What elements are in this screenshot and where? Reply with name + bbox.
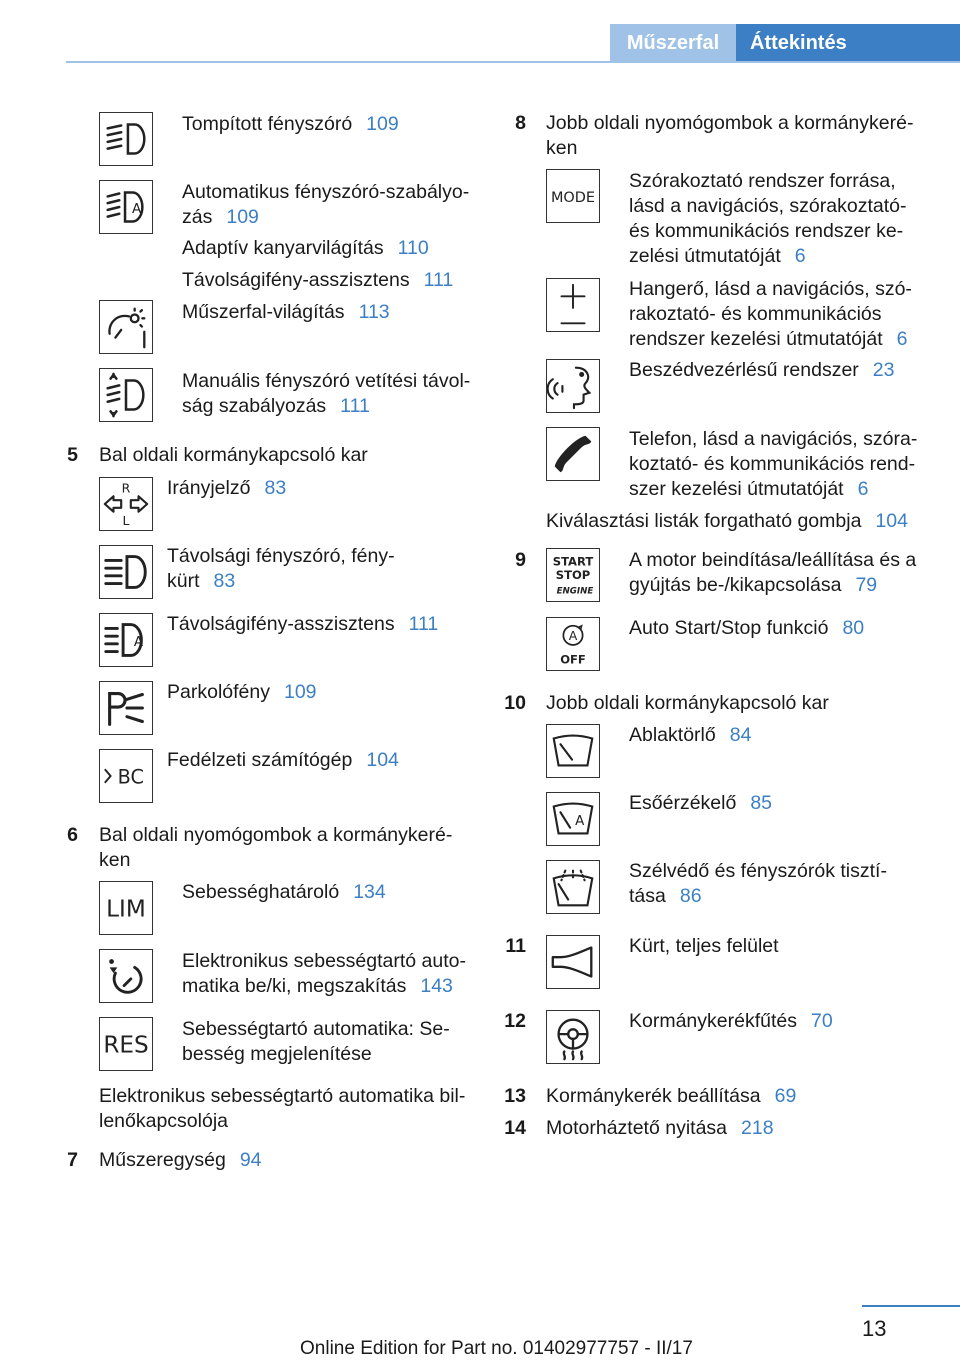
edition-note: Online Edition for Part no. 01402977757 - II/17 <box>300 1338 693 1359</box>
icon-text-res: RES <box>103 1032 149 1059</box>
board-computer-icon <box>99 749 153 803</box>
instrument-cluster-label: Műszeregység 94 <box>99 1149 262 1171</box>
auto-start-stop-label: Auto Start/Stop funkció 80 <box>629 617 865 639</box>
parking-light-icon <box>99 681 153 735</box>
horn-icon <box>546 935 600 989</box>
thumbwheel-label: Kiválasztási listák forgatható gombja 104 <box>546 510 908 532</box>
mode-button-icon <box>546 169 600 223</box>
page-ref[interactable]: 83 <box>213 570 236 592</box>
voice-control-icon <box>546 359 600 413</box>
page-ref[interactable]: 218 <box>741 1117 774 1139</box>
hood-release-label: Motorháztető nyitása 218 <box>546 1117 774 1139</box>
item-number-12: 12 <box>504 1010 526 1032</box>
board-computer-label: Fedélzeti számítógép 104 <box>167 749 399 771</box>
item-number-8: 8 <box>515 112 526 134</box>
voice-control-label: Beszédvezérlésű rendszer 23 <box>629 359 895 381</box>
item-number-7: 7 <box>67 1149 78 1171</box>
page-ref[interactable]: 69 <box>774 1085 797 1107</box>
headlight-range-label: Manuális fényszóró vetítési távol- ság szabályozás 111 <box>182 370 471 417</box>
icon-letter-a: A <box>575 812 585 829</box>
icon-letter-a: A <box>131 200 142 217</box>
icon-letter-a: A <box>133 633 144 650</box>
auto-headlight-icon <box>99 180 153 234</box>
steering-wheel-heating-icon <box>546 1010 600 1064</box>
icon-letter-a: A <box>568 628 578 644</box>
icon-letter-l: L <box>122 513 130 529</box>
icon-text-lim: LIM <box>106 896 146 923</box>
icon-text-mode: MODE <box>550 189 596 206</box>
washer-icon <box>546 860 600 914</box>
steering-wheel-heating-label: Kormánykerékfűtés 70 <box>629 1010 833 1032</box>
page-ref[interactable]: 104 <box>875 510 908 532</box>
page-ref[interactable]: 143 <box>420 975 453 997</box>
page-ref[interactable]: 6 <box>794 245 806 267</box>
cruise-control-icon <box>99 949 153 1003</box>
header-rule <box>66 61 960 63</box>
auto-start-stop-icon <box>546 617 600 671</box>
resume-speed-label: Sebességtartó automatika: Se- besség megjelenítése <box>182 1018 450 1065</box>
high-beam-assistant-label: Távolságifény-asszisztens 111 <box>182 269 454 291</box>
item-number-11: 11 <box>505 935 526 957</box>
high-beam-assistant-label-2: Távolságifény-asszisztens 111 <box>167 613 439 635</box>
icon-text-engine: ENGINE <box>556 586 594 597</box>
header-chapter-tab[interactable]: Áttekintés <box>736 24 960 62</box>
page-ref[interactable]: 70 <box>811 1010 833 1032</box>
horn-label: Kürt, teljes felület <box>629 935 779 957</box>
footer-rule <box>862 1305 960 1307</box>
instrument-lighting-label: Műszerfal-világítás 113 <box>182 301 390 323</box>
high-beam-assistant-icon <box>99 613 153 667</box>
high-beam-label: Távolsági fényszóró, fény- kürt 83 <box>167 545 395 592</box>
cruise-control-label: Elektronikus sebességtartó auto- matika be/ki, megszakítás 143 <box>182 950 466 997</box>
item-number-14: 14 <box>504 1117 526 1139</box>
wiper-label: Ablaktörlő 84 <box>629 724 752 746</box>
turn-signal-icon <box>99 477 153 531</box>
icon-text-bc: BC <box>117 765 144 789</box>
section-5-title: Bal oldali kormánykapcsoló kar <box>99 444 368 466</box>
page-ref[interactable]: 83 <box>264 477 287 499</box>
steering-wheel-adjust-label: Kormánykerék beállítása 69 <box>546 1085 797 1107</box>
icon-letter-r: R <box>121 480 131 496</box>
parking-light-label: Parkolófény 109 <box>167 681 317 703</box>
item-number-13: 13 <box>504 1085 526 1107</box>
page-ref[interactable]: 79 <box>855 574 878 596</box>
page-ref[interactable]: 110 <box>397 237 429 259</box>
icon-text-off: OFF <box>560 652 586 667</box>
resume-speed-icon <box>99 1017 153 1071</box>
speed-limiter-label: Sebességhatároló 134 <box>182 881 386 903</box>
item-number-9: 9 <box>515 549 526 571</box>
wiper-icon <box>546 724 600 778</box>
page-number: 13 <box>862 1316 887 1341</box>
telephone-icon <box>546 427 600 481</box>
page-ref[interactable]: 111 <box>423 269 454 291</box>
page-ref[interactable]: 85 <box>750 792 773 814</box>
page-ref[interactable]: 94 <box>239 1149 262 1171</box>
speed-limiter-icon <box>99 881 153 935</box>
icon-text-start: START <box>552 554 594 569</box>
page-ref[interactable]: 111 <box>408 613 439 635</box>
low-beam-label: Tompított fényszóró 109 <box>182 113 399 135</box>
low-beam-icon <box>99 112 153 166</box>
rain-sensor-label: Esőérzékelő 85 <box>629 792 773 814</box>
cruise-rocker-note: Elektronikus sebességtartó automatika bil- lenőkapcsolója <box>99 1085 466 1132</box>
header-section-tab[interactable]: Műszerfal <box>610 24 736 62</box>
page-ref[interactable]: 109 <box>366 113 399 135</box>
section-8-title: Jobb oldali nyomógombok a kormánykeré- ken <box>546 112 914 159</box>
telephone-label: Telefon, lásd a navigációs, szóra- koztató- és kommunikációs rend- szer kezelési útmutatóját 6 <box>629 428 918 500</box>
rain-sensor-icon <box>546 792 600 846</box>
page-ref[interactable]: 86 <box>679 885 702 907</box>
page-ref[interactable]: 6 <box>896 328 908 350</box>
instrument-lighting-icon <box>99 300 153 354</box>
volume-label: Hangerő, lásd a navigációs, szó- rakoztató- és kommunikációs rendszer kezelési útmutatóját 6 <box>629 278 912 350</box>
page-ref[interactable]: 113 <box>358 301 390 323</box>
section-10-title: Jobb oldali kormánykapcsoló kar <box>546 692 829 714</box>
washer-label: Szélvédő és fényszórók tisztí- tása 86 <box>629 860 887 907</box>
item-number-10: 10 <box>504 692 526 714</box>
item-number-5: 5 <box>67 444 78 466</box>
volume-icon <box>546 278 600 332</box>
high-beam-icon <box>99 545 153 599</box>
start-stop-label: A motor beindítása/leállítása és a gyújtás be-/kikapcsolása 79 <box>629 549 917 596</box>
page-ref[interactable]: 104 <box>366 749 399 771</box>
item-number-6: 6 <box>67 824 78 846</box>
page-ref[interactable]: 109 <box>226 206 259 228</box>
icon-text-stop: STOP <box>555 567 591 582</box>
entertainment-source-label: Szórakoztató rendszer forrása, lásd a navigációs, szórakoztató- és kommunikációs rendszer ke- zelési útmutatóját 6 <box>629 170 907 267</box>
adaptive-curve-light-label: Adaptív kanyarvilágítás 110 <box>182 237 429 259</box>
page-ref[interactable]: 134 <box>353 881 386 903</box>
page-ref[interactable]: 23 <box>872 359 895 381</box>
auto-headlight-label: Automatikus fényszóró-szabályo- zás 109 <box>182 181 470 228</box>
page-ref[interactable]: 84 <box>729 724 752 746</box>
page-ref[interactable]: 80 <box>842 617 865 639</box>
page-ref[interactable]: 109 <box>283 681 317 703</box>
section-6-title: Bal oldali nyomógombok a kormánykeré- ken <box>99 824 453 871</box>
headlight-range-icon <box>99 368 153 422</box>
page-ref[interactable]: 111 <box>340 395 370 417</box>
turn-signal-label: Irányjelző 83 <box>167 477 287 499</box>
start-stop-button-icon <box>546 548 600 602</box>
page-ref[interactable]: 6 <box>857 478 869 500</box>
